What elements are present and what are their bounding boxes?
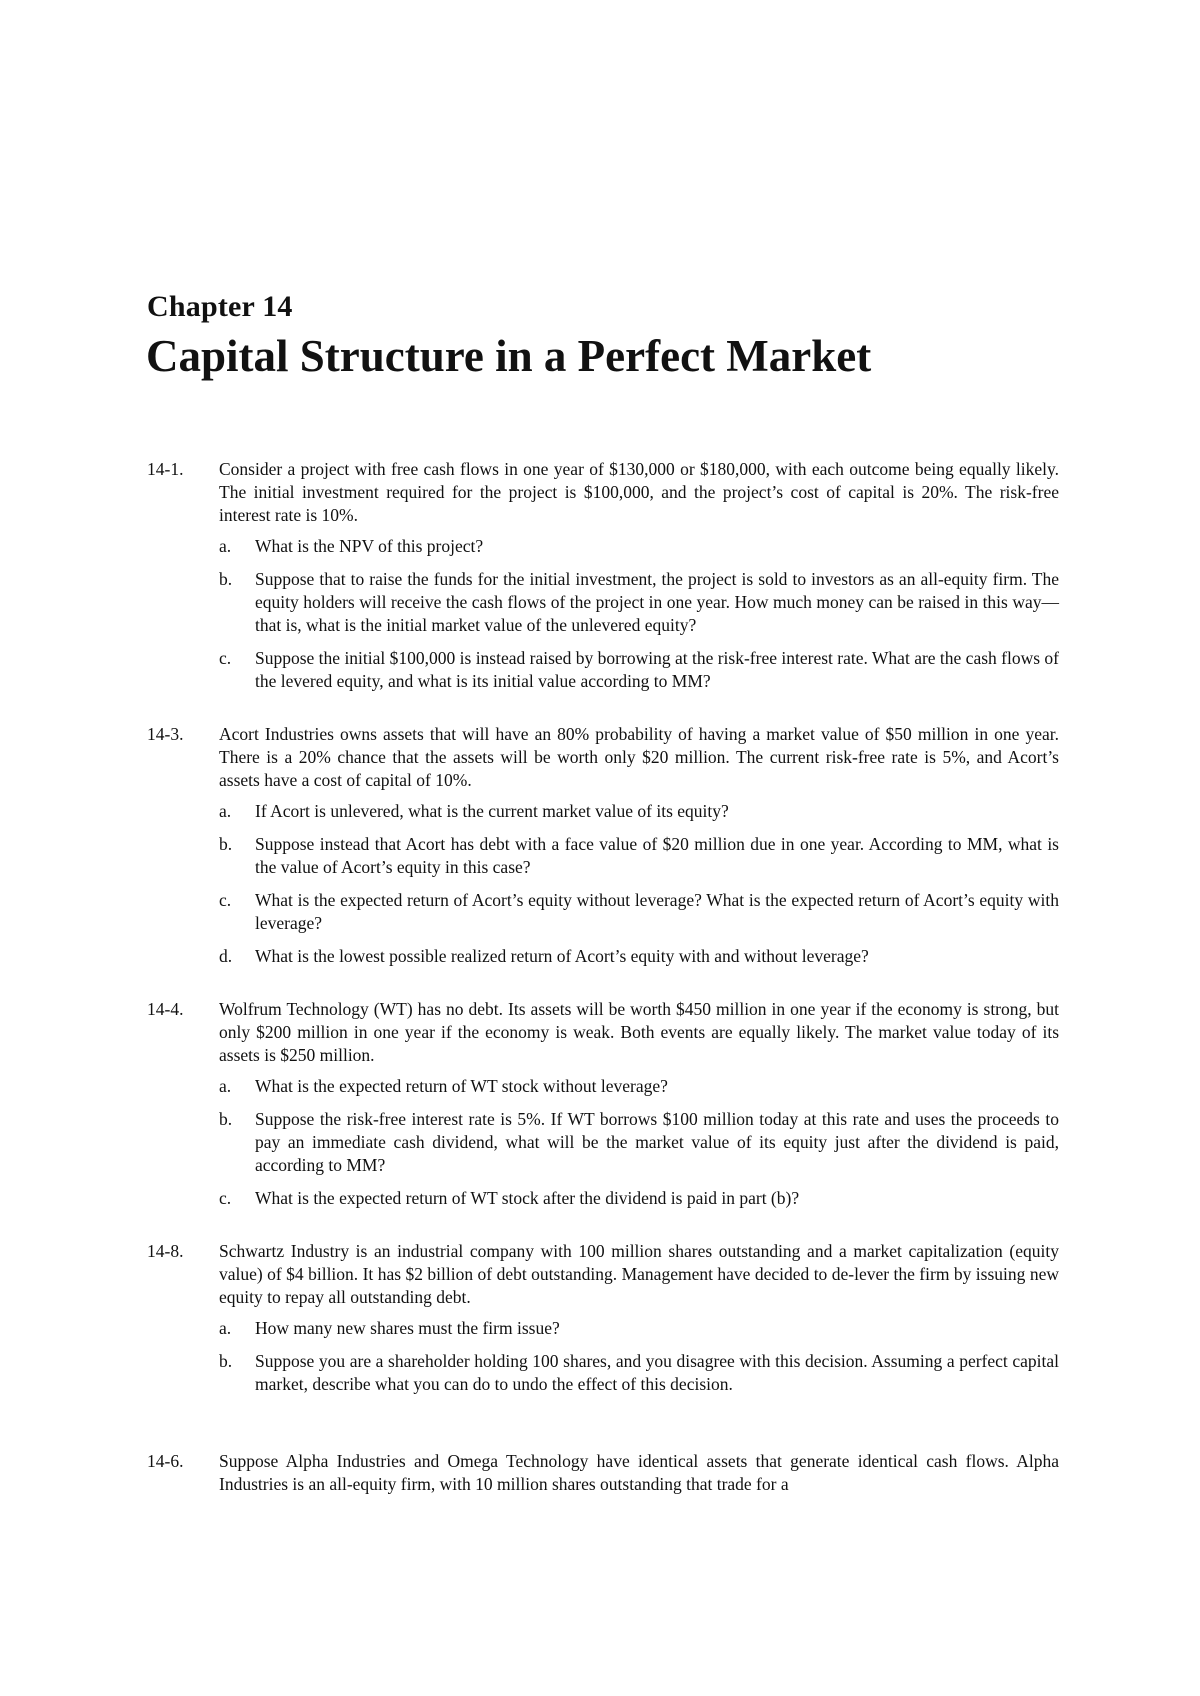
problem-body: [219, 998, 1059, 1220]
problem-part: [219, 889, 1059, 935]
problem-item: [147, 1240, 1059, 1406]
problem-part: [219, 1108, 1059, 1177]
part-text: Suppose the initial $100,000 is instead raised by borrowing at the risk-free interest rate. What are the cash flows of the levered equity, and what is its initial value according to MM?: [255, 648, 1059, 691]
problem-parts: [219, 1317, 1059, 1396]
problem-text: Consider a project with free cash flows in one year of $130,000 or $180,000, with each outcome being equally likely. The initial investment required for the project is $100,000, and the project’s cost of capital is 20%. The risk-free interest rate is 10%.: [219, 459, 1059, 525]
problem-part: [219, 535, 1059, 558]
problem-item: [147, 723, 1059, 978]
problem-parts: [219, 800, 1059, 968]
problem-list: [147, 458, 1059, 1516]
part-text: What is the expected return of WT stock after the dividend is paid in part (b)?: [255, 1188, 800, 1208]
chapter-title: Capital Structure in a Perfect Market: [146, 331, 872, 381]
problem-parts: [219, 1075, 1059, 1210]
problem-parts: [219, 535, 1059, 693]
part-letter: b.: [219, 569, 233, 589]
part-letter: a.: [219, 536, 232, 556]
problem-body: [219, 723, 1059, 978]
problem-text: Schwartz Industry is an industrial company with 100 million shares outstanding and a market capitalization (equity value) of $4 billion. It has $2 billion of debt outstanding. Management have decided to de-lever the firm by issuing new equity to repay all outstanding debt.: [219, 1241, 1059, 1307]
problem-body: [219, 1450, 1059, 1496]
problem-part: [219, 1187, 1059, 1210]
part-text: How many new shares must the firm issue?: [255, 1318, 560, 1338]
part-letter: c.: [219, 648, 232, 668]
problem-body: [219, 458, 1059, 703]
part-text: Suppose the risk-free interest rate is 5%. If WT borrows $100 million today at this rate and uses the proceeds to pay an immediate cash dividend, what will be the market value of its equity just after the dividend is paid, according to MM?: [255, 1109, 1059, 1175]
part-text: What is the expected return of WT stock without leverage?: [255, 1076, 668, 1096]
problem-body: [219, 1240, 1059, 1406]
part-text: What is the lowest possible realized return of Acort’s equity with and without leverage?: [255, 946, 869, 966]
problem-number: 14-8.: [147, 1241, 184, 1261]
part-text: Suppose you are a shareholder holding 100 shares, and you disagree with this decision. Assuming a perfect capital market, describe what you can do to undo the effect of this decision.: [255, 1351, 1059, 1394]
problem-part: [219, 833, 1059, 879]
problem-number: 14-4.: [147, 999, 184, 1019]
part-letter: b.: [219, 1109, 233, 1129]
part-letter: a.: [219, 1318, 232, 1338]
problem-part: [219, 945, 1059, 968]
problem-text: Wolfrum Technology (WT) has no debt. Its assets will be worth $450 million in one year if the economy is strong, but only $200 million in one year if the economy is weak. Both events are equally likely. The market value today of its assets is $250 million.: [219, 999, 1059, 1065]
problem-item: [147, 998, 1059, 1220]
problem-number: 14-6.: [147, 1451, 184, 1471]
part-letter: b.: [219, 1351, 233, 1371]
problem-item: [147, 458, 1059, 703]
problem-item: [147, 1450, 1059, 1496]
part-letter: b.: [219, 834, 233, 854]
problem-number: 14-3.: [147, 724, 184, 744]
part-text: Suppose instead that Acort has debt with a face value of $20 million due in one year. According to MM, what is the value of Acort’s equity in this case?: [255, 834, 1059, 877]
part-letter: c.: [219, 890, 232, 910]
part-letter: a.: [219, 1076, 232, 1096]
problem-text: Suppose Alpha Industries and Omega Technology have identical assets that generate identical cash flows. Alpha Industries is an all-equity firm, with 10 million shares outstanding that trade for a: [219, 1451, 1059, 1494]
problem-part: [219, 568, 1059, 637]
part-text: What is the NPV of this project?: [255, 536, 484, 556]
part-text: If Acort is unlevered, what is the current market value of its equity?: [255, 801, 729, 821]
part-letter: d.: [219, 946, 233, 966]
problem-number: 14-1.: [147, 459, 184, 479]
part-text: What is the expected return of Acort’s equity without leverage? What is the expected return of Acort’s equity with leverage?: [255, 890, 1059, 933]
problem-part: [219, 1350, 1059, 1396]
part-letter: a.: [219, 801, 232, 821]
chapter-label: Chapter 14: [147, 290, 293, 323]
part-text: Suppose that to raise the funds for the initial investment, the project is sold to investors as an all-equity firm. The equity holders will receive the cash flows of the project in one year. How much money can be raised in this way—that is, what is the initial market value of the unlevered equity?: [255, 569, 1059, 635]
problem-part: [219, 1317, 1059, 1340]
problem-part: [219, 1075, 1059, 1098]
part-letter: c.: [219, 1188, 232, 1208]
problem-part: [219, 800, 1059, 823]
problem-text: Acort Industries owns assets that will have an 80% probability of having a market value of $50 million in one year. There is a 20% chance that the assets will be worth only $20 million. The current risk-free rate is 5%, and Acort’s assets have a cost of capital of 10%.: [219, 724, 1059, 790]
problem-part: [219, 647, 1059, 693]
